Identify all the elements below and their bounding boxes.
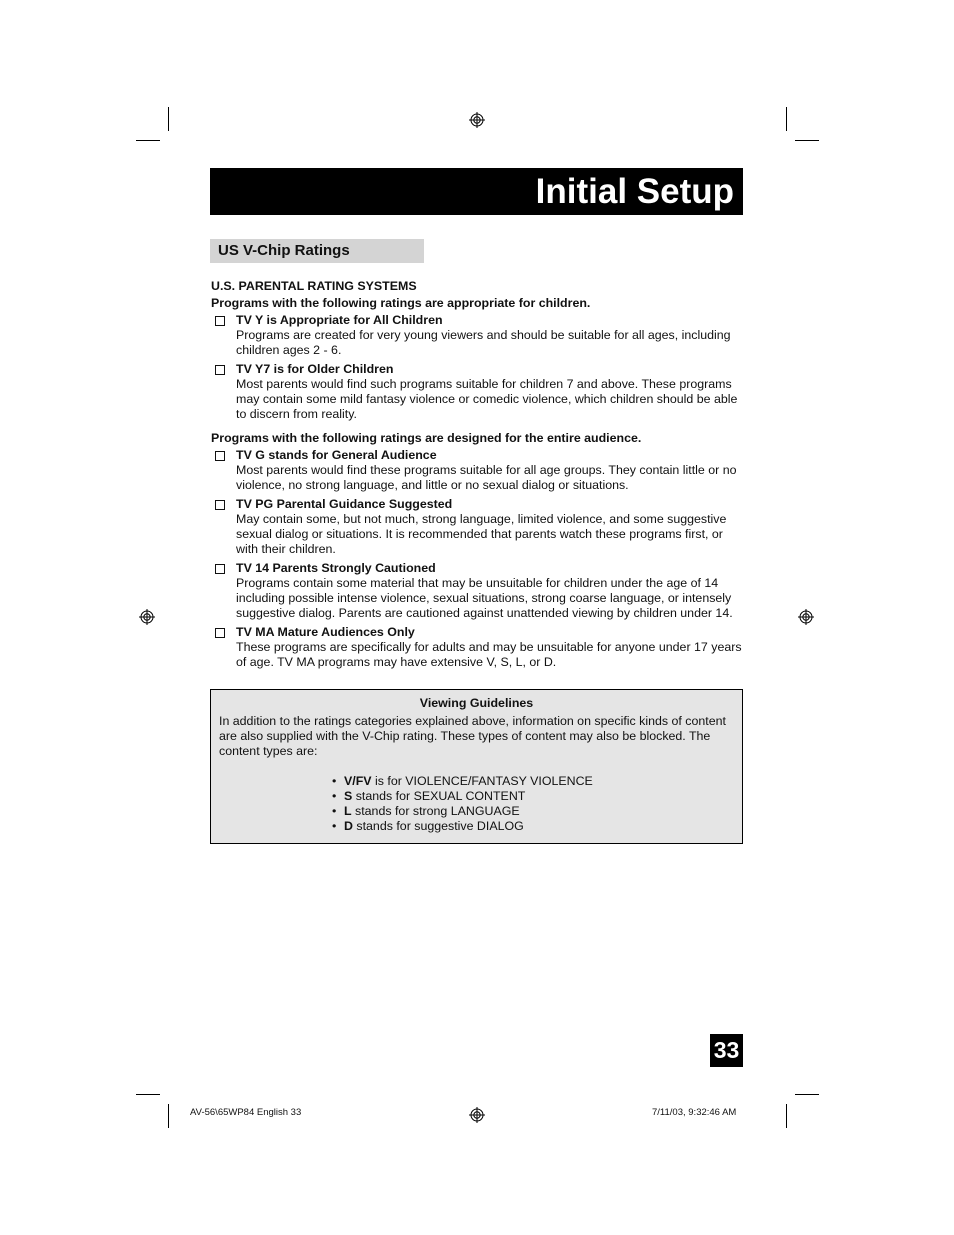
checkbox-bullet-icon [215,365,225,375]
content-type-item [332,804,593,819]
rating-title: TV MA Mature Audiences Only [236,625,415,639]
content-type-code: S [344,789,353,803]
content-type-text: stands for suggestive DIALOG [356,819,524,833]
crop-mark [786,1104,787,1128]
content-type-text: stands for strong LANGUAGE [355,804,520,818]
crop-mark [795,140,819,141]
content-type-text: is for VIOLENCE/FANTASY VIOLENCE [375,774,593,788]
checkbox-bullet-icon [215,500,225,510]
content-type-item [332,819,593,834]
rating-item [211,625,746,670]
rating-title: TV Y is Appropriate for All Children [236,313,443,327]
content-type-code: L [344,804,352,818]
guidelines-text: In addition to the ratings categories explained above, information on specific kinds of content are also supplied with the V-Chip rating. These types of content may also be blocked. The content types are: [219,714,726,758]
crop-mark [136,140,160,141]
footer-timestamp: 7/11/03, 9:32:46 AM [652,1107,737,1118]
viewing-guidelines-box [210,689,743,844]
checkbox-bullet-icon [215,564,225,574]
rating-description: Programs are created for very young viewers and should be suitable for all ages, including children ages 2 - 6. [236,328,731,357]
crop-mark [136,1094,160,1095]
rating-title: TV G stands for General Audience [236,448,437,462]
rating-description: These programs are specifically for adults and may be unsuitable for anyone under 17 years of age. TV MA programs may have extensive V, S, L, or D. [236,640,742,669]
content-type-item [332,774,593,789]
systems-label: U.S. PARENTAL RATING SYSTEMS [211,279,417,293]
registration-mark-icon [469,112,485,128]
content-type-list [332,774,593,834]
checkbox-bullet-icon [215,628,225,638]
content-type-text: stands for SEXUAL CONTENT [355,789,526,803]
bullet-icon: • [332,789,337,803]
rating-description: Most parents would find these programs suitable for all age groups. They contain little or no violence, no strong language, and little or no sexual dialog or situations. [236,463,737,492]
footer-file-info: AV-56\65WP84 English 33 [190,1107,302,1118]
registration-mark-icon [139,609,155,625]
crop-mark [168,1104,169,1128]
checkbox-bullet-icon [215,316,225,326]
rating-title: TV 14 Parents Strongly Cautioned [236,561,436,575]
rating-description: Most parents would find such programs suitable for children 7 and above. These programs may contain some mild fantasy violence or comedic violence, which children should be able to discern from reality. [236,377,738,421]
content-type-code: D [344,819,353,833]
checkbox-bullet-icon [215,451,225,461]
registration-mark-icon [798,609,814,625]
registration-mark-icon [469,1107,485,1123]
rating-description: Programs contain some material that may be unsuitable for children under the age of 14 including possible intense violence, sexual situations, strong coarse language, or intensely suggestive dialog. Parents are cautioned against unattended viewing by children under 14. [236,576,733,620]
bullet-icon: • [332,804,337,818]
rating-title: TV Y7 is for Older Children [236,362,394,376]
section-title: US V-Chip Ratings [218,242,350,259]
ratings-content [211,271,746,674]
rating-item [211,448,746,493]
rating-item [211,362,746,422]
crop-mark [786,107,787,131]
guidelines-title: Viewing Guidelines [419,696,534,710]
section-header [210,239,424,263]
rating-description: May contain some, but not much, strong language, limited violence, and some suggestive sexual dialog or situations. It is recommended that parents watch these programs first, or with their children. [236,512,727,556]
page-header [210,168,743,215]
page-number: 33 [710,1034,743,1067]
rating-item [211,497,746,557]
rating-title: TV PG Parental Guidance Suggested [236,497,453,511]
bullet-icon: • [332,819,337,833]
page-title: Initial Setup [535,172,734,211]
crop-mark [795,1094,819,1095]
children-lead: Programs with the following ratings are appropriate for children. [211,296,591,310]
bullet-icon: • [332,774,337,788]
content-type-code: V/FV [344,774,372,788]
audience-lead: Programs with the following ratings are designed for the entire audience. [211,431,642,445]
content-type-item [332,789,593,804]
rating-item [211,561,746,621]
rating-item [211,313,746,358]
crop-mark [168,107,169,131]
